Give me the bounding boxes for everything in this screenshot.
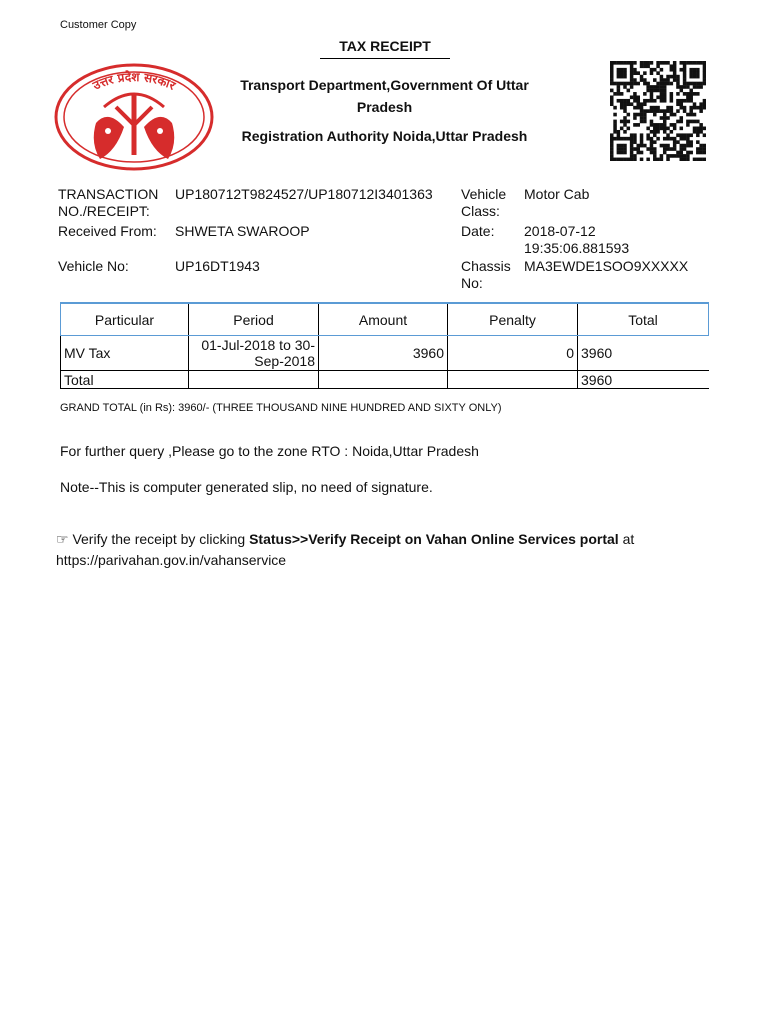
verify-prefix: Verify the receipt by clicking — [72, 531, 246, 547]
table-header-row — [61, 303, 709, 336]
verify-instructions — [56, 529, 716, 571]
emblem-text: उत्तर प्रदेश सरकार — [90, 69, 178, 93]
date-value: 2018-07-12 19:35:06.881593 — [524, 223, 630, 256]
vehicle-class-label: Vehicle Class: — [461, 186, 507, 219]
cell-amount: 3960 — [319, 336, 448, 371]
header-period: Period — [189, 303, 319, 336]
header-penalty: Penalty — [448, 303, 578, 336]
query-text: For further query ,Please go to the zone RTO : Noida,Uttar Pradesh — [60, 443, 479, 459]
hand-pointing-icon: ☞ — [56, 531, 69, 547]
vehicle-no-label: Vehicle No: — [58, 258, 129, 274]
received-from-value: SHWETA SWAROOP — [175, 223, 310, 239]
date-label: Date: — [461, 223, 495, 239]
cell-particular: MV Tax — [61, 336, 189, 371]
header-amount: Amount — [319, 303, 448, 336]
verify-suffix: at — [622, 531, 635, 547]
verify-path: Status>>Verify Receipt on Vahan Online Services portal — [249, 531, 619, 547]
receipt-title: TAX RECEIPT — [320, 38, 450, 59]
verify-url[interactable]: https://parivahan.gov.in/vahanservice — [56, 552, 287, 568]
cell-period: 01-Jul-2018 to 30-Sep-2018 — [189, 336, 319, 371]
transaction-label: TRANSACTION NO./RECEIPT: — [58, 186, 159, 219]
transaction-value: UP180712T9824527/UP180712I3401363 — [175, 186, 433, 202]
chassis-value: MA3EWDE1SOO9XXXXX — [524, 258, 689, 274]
total-row-empty — [448, 371, 578, 389]
cell-total: 3960 — [578, 336, 709, 371]
total-row-empty — [189, 371, 319, 389]
header-particular: Particular — [61, 303, 189, 336]
total-row-total: 3960 — [578, 371, 709, 389]
svg-text:उत्तर प्रदेश सरकार — [90, 70, 179, 93]
chassis-label: Chassis No: — [461, 258, 511, 291]
tax-table — [60, 302, 709, 389]
total-row-label: Total — [61, 371, 189, 389]
qr-code-icon — [610, 61, 706, 161]
copy-label: Customer Copy — [60, 19, 137, 31]
grand-total: GRAND TOTAL (in Rs): 3960/- (THREE THOUSAND NINE HUNDRED AND SIXTY ONLY) — [60, 402, 502, 414]
table-row — [61, 336, 709, 371]
table-total-row — [61, 371, 709, 389]
vehicle-no-value: UP16DT1943 — [175, 258, 260, 274]
header-total: Total — [578, 303, 709, 336]
up-government-emblem — [54, 63, 214, 171]
note-text: Note--This is computer generated slip, no need of signature. — [60, 479, 433, 495]
received-from-label: Received From: — [58, 223, 157, 239]
registration-authority: Registration Authority Noida,Uttar Pradesh — [241, 128, 528, 144]
vehicle-class-value: Motor Cab — [524, 186, 590, 202]
department-name: Transport Department,Government Of Uttar Pradesh — [240, 77, 529, 115]
cell-penalty: 0 — [448, 336, 578, 371]
total-row-empty — [319, 371, 448, 389]
